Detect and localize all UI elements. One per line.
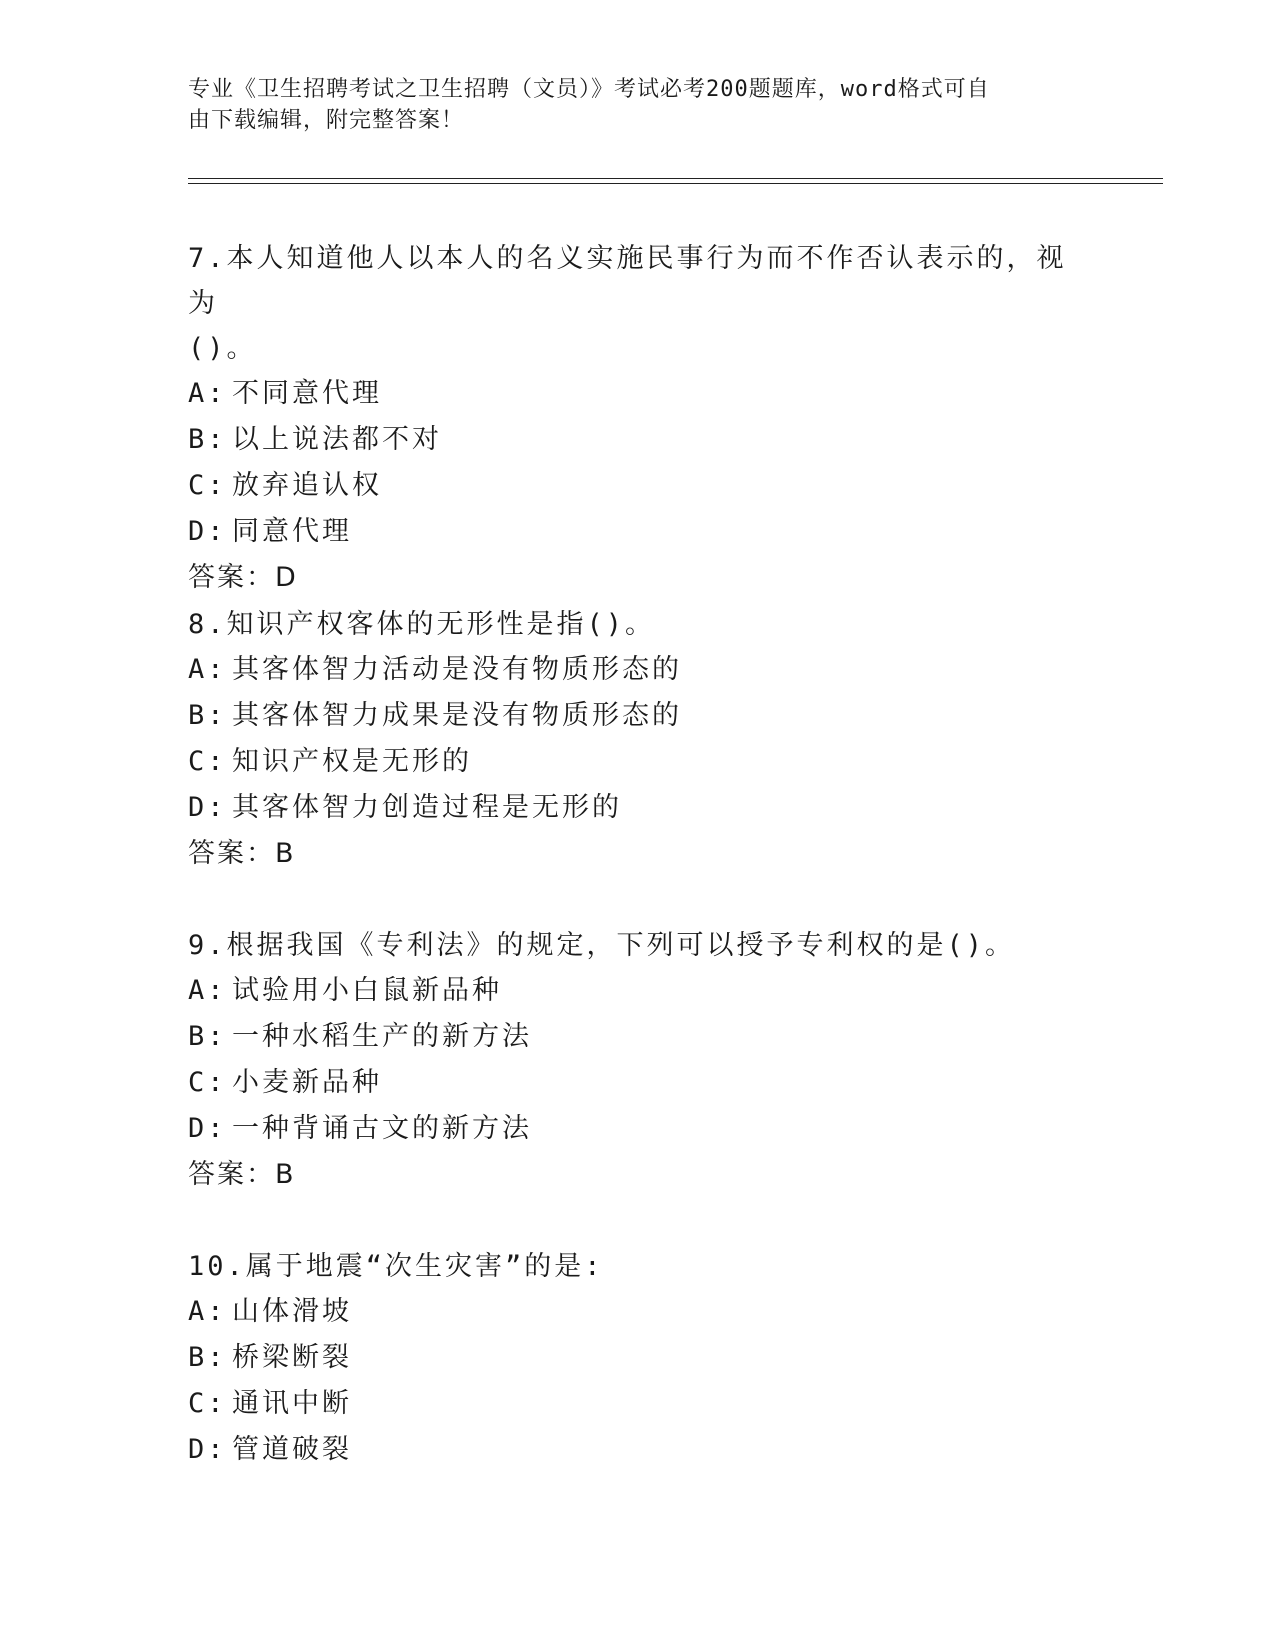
option-text: 一种背诵古文的新方法 xyxy=(232,1113,532,1144)
option-text: 通讯中断 xyxy=(232,1388,352,1419)
option-a xyxy=(188,1289,1088,1335)
option-letter: B: xyxy=(188,424,227,455)
option-letter: B: xyxy=(188,700,227,731)
document-header xyxy=(188,74,1088,136)
option-text: 山体滑坡 xyxy=(232,1296,352,1327)
option-letter: C: xyxy=(188,746,227,777)
option-text: 其客体智力活动是没有物质形态的 xyxy=(232,654,682,685)
option-d xyxy=(188,509,1088,555)
option-letter: D: xyxy=(188,1434,227,1465)
option-letter: A: xyxy=(188,975,227,1006)
option-b xyxy=(188,693,1088,739)
option-a xyxy=(188,371,1088,417)
answer-line: 答案：B xyxy=(188,1159,296,1190)
option-letter: D: xyxy=(188,1113,227,1144)
option-d xyxy=(188,785,1088,831)
option-letter: D: xyxy=(188,516,227,547)
question-text: 9.根据我国《专利法》的规定，下列可以授予专利权的是()。 xyxy=(188,930,1016,961)
option-letter: C: xyxy=(188,1067,227,1098)
option-letter: A: xyxy=(188,378,227,409)
option-b xyxy=(188,1014,1088,1060)
option-letter: C: xyxy=(188,1388,227,1419)
option-letter: D: xyxy=(188,792,227,823)
option-text: 试验用小白鼠新品种 xyxy=(232,975,502,1006)
option-text: 小麦新品种 xyxy=(232,1067,382,1098)
question-7 xyxy=(188,236,1088,601)
option-text: 以上说法都不对 xyxy=(232,424,442,455)
option-text: 桥梁断裂 xyxy=(232,1342,352,1373)
question-text: 7.本人知道他人以本人的名义实施民事行为而不作否认表示的，视为 xyxy=(188,243,1067,319)
header-divider-bottom xyxy=(188,183,1163,184)
question-text: 10.属于地震“次生灾害”的是: xyxy=(188,1251,604,1282)
question-10 xyxy=(188,1244,1088,1473)
option-a xyxy=(188,647,1088,693)
option-b xyxy=(188,417,1088,463)
option-text: 不同意代理 xyxy=(232,378,382,409)
option-text: 其客体智力成果是没有物质形态的 xyxy=(232,700,682,731)
option-d xyxy=(188,1427,1088,1473)
option-letter: A: xyxy=(188,654,227,685)
question-text: 8.知识产权客体的无形性是指()。 xyxy=(188,609,656,640)
option-text: 放弃追认权 xyxy=(232,470,382,501)
header-divider-top xyxy=(188,178,1163,179)
option-text: 管道破裂 xyxy=(232,1434,352,1465)
option-c xyxy=(188,739,1088,785)
option-text: 同意代理 xyxy=(232,516,352,547)
option-letter: B: xyxy=(188,1342,227,1373)
option-letter: A: xyxy=(188,1296,227,1327)
answer-line: 答案：D xyxy=(188,562,298,593)
question-text-continued: ()。 xyxy=(188,333,257,364)
header-line-2: 由下载编辑，附完整答案！ xyxy=(188,108,465,133)
option-letter: C: xyxy=(188,470,227,501)
option-c xyxy=(188,1060,1088,1106)
header-line-1: 专业《卫生招聘考试之卫生招聘（文员）》考试必考200题题库，word格式可自 xyxy=(188,77,990,102)
option-c xyxy=(188,463,1088,509)
option-letter: B: xyxy=(188,1021,227,1052)
option-text: 其客体智力创造过程是无形的 xyxy=(232,792,622,823)
option-b xyxy=(188,1335,1088,1381)
answer-line: 答案：B xyxy=(188,838,296,869)
option-a xyxy=(188,968,1088,1014)
question-8 xyxy=(188,602,1088,877)
option-c xyxy=(188,1381,1088,1427)
option-text: 一种水稻生产的新方法 xyxy=(232,1021,532,1052)
question-9 xyxy=(188,923,1088,1198)
option-d xyxy=(188,1106,1088,1152)
option-text: 知识产权是无形的 xyxy=(232,746,472,777)
